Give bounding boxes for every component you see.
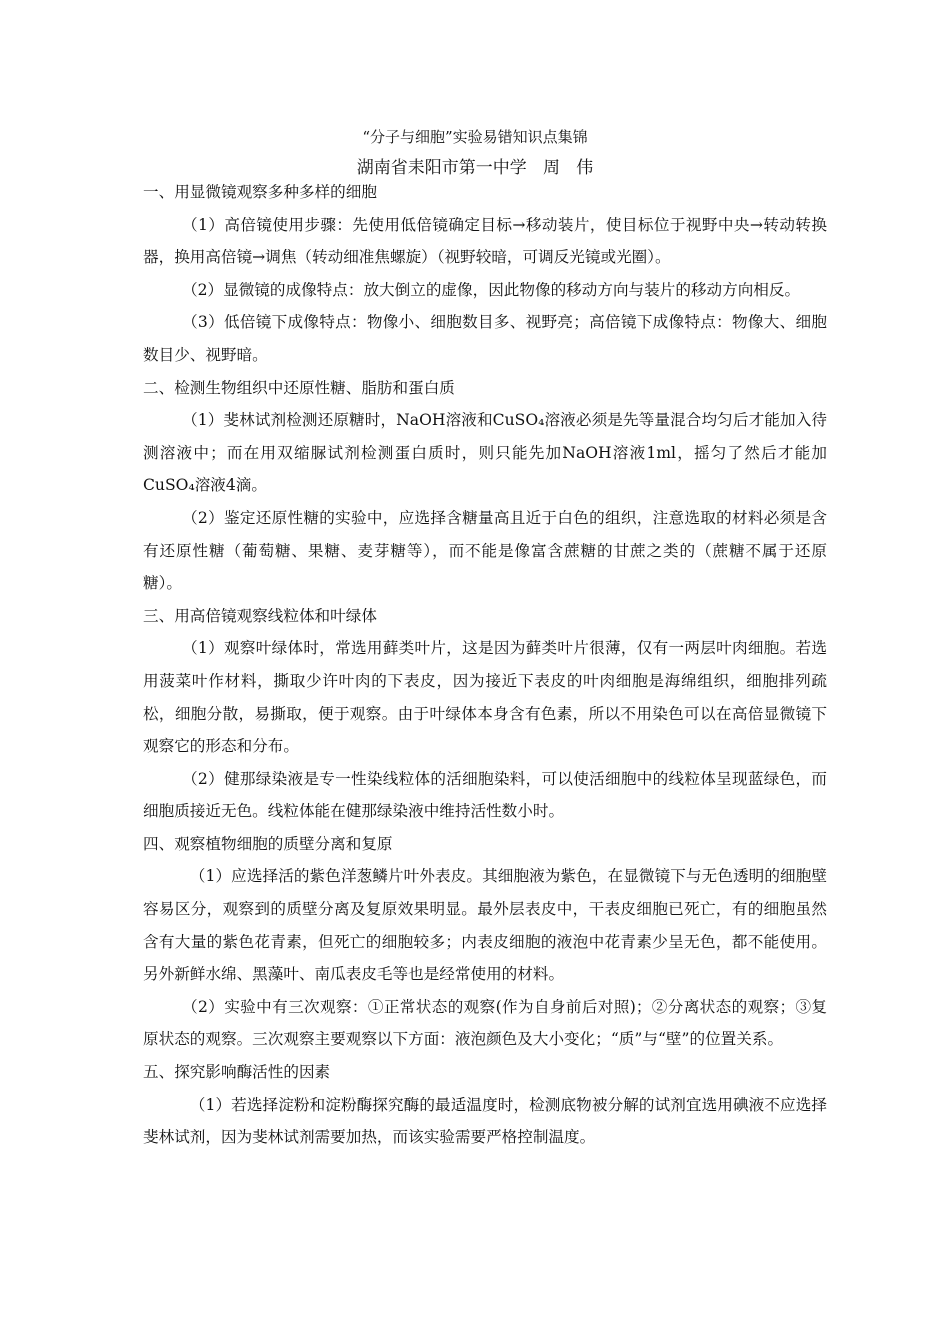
- section-heading-1: 一、用显微镜观察多种多样的细胞: [143, 183, 377, 201]
- paragraph: （1）斐林试剂检测还原糖时，NaOH溶液和CuSO₄溶液必须是先等量混合均匀后才能加入待测溶液中；而在用双缩脲试剂检测蛋白质时，则只能先加NaOH溶液1ml，摇匀了然后才能加CuSO₄溶液4滴。: [143, 411, 827, 495]
- paragraph: （2）显微镜的成像特点：放大倒立的虚像，因此物像的移动方向与装片的移动方向相反。: [182, 280, 801, 299]
- section-heading-4: 四、观察植物细胞的质壁分离和复原: [143, 834, 393, 853]
- paragraph: （2）鉴定还原性糖的实验中，应选择含糖量高且近于白色的组织，注意选取的材料必须是含有还原性糖（葡萄糖、果糖、麦芽糖等），而不能是像富含蔗糖的甘蔗之类的（蔗糖不属于还原糖）。: [143, 508, 827, 593]
- section-heading-5: 五、探究影响酶活性的因素: [143, 1063, 331, 1082]
- paragraph: （2）健那绿染液是专一性染线粒体的活细胞染料，可以使活细胞中的线粒体呈现蓝绿色，而细胞质接近无色。线粒体能在健那绿染液中维持活性数小时。: [143, 769, 827, 821]
- paragraph: （1）高倍镜使用步骤：先使用低倍镜确定目标→移动装片，使目标位于视野中央→转动转换器，换用高倍镜→调焦（转动细准焦螺旋）（视野较暗，可调反光镜或光圈）。: [143, 215, 827, 267]
- author-line: 湖南省耒阳市第一中学 周 伟: [356, 158, 594, 178]
- section-heading-3: 三、用高倍镜观察线粒体和叶绿体: [143, 606, 377, 625]
- paragraph: （1）应选择活的紫色洋葱鳞片叶外表皮。其细胞液为紫色，在显微镜下与无色透明的细胞壁容易区分，观察到的质壁分离及复原效果明显。最外层表皮中，干表皮细胞已死亡，有的细胞虽然含有大量的紫色花青素，但死亡的细胞较多；内表皮细胞的液泡中花青素少呈无色，都不能使用。另外新鲜水绵、黑藻叶、南瓜表皮毛等也是经常使用的材料。: [143, 867, 827, 984]
- paragraph: （2）实验中有三次观察：①正常状态的观察(作为自身前后对照)；②分离状态的观察；③复原状态的观察。三次观察主要观察以下方面：液泡颜色及大小变化；“质”与“壁”的位置关系。: [143, 997, 827, 1049]
- section-heading-2: 二、检测生物组织中还原性糖、脂肪和蛋白质: [143, 378, 455, 397]
- document-title: “分子与细胞”实验易错知识点集锦: [362, 128, 588, 146]
- paragraph: （1）若选择淀粉和淀粉酶探究酶的最适温度时，检测底物被分解的试剂宜选用碘液不应选择斐林试剂，因为斐林试剂需要加热，而该实验需要严格控制温度。: [143, 1095, 827, 1147]
- document-body: [143, 176, 827, 1154]
- paragraph: （3）低倍镜下成像特点：物像小、细胞数目多、视野亮；高倍镜下成像特点：物像大、细胞数目少、视野暗。: [143, 313, 827, 364]
- paragraph: （1）观察叶绿体时，常选用藓类叶片，这是因为藓类叶片很薄，仅有一两层叶肉细胞。若选用菠菜叶作材料，撕取少许叶肉的下表皮，因为接近下表皮的叶肉细胞是海绵组织，细胞排列疏松，细胞分散，易撕取，便于观察。由于叶绿体本身含有色素，所以不用染色可以在高倍显微镜下观察它的形态和分布。: [143, 639, 827, 756]
